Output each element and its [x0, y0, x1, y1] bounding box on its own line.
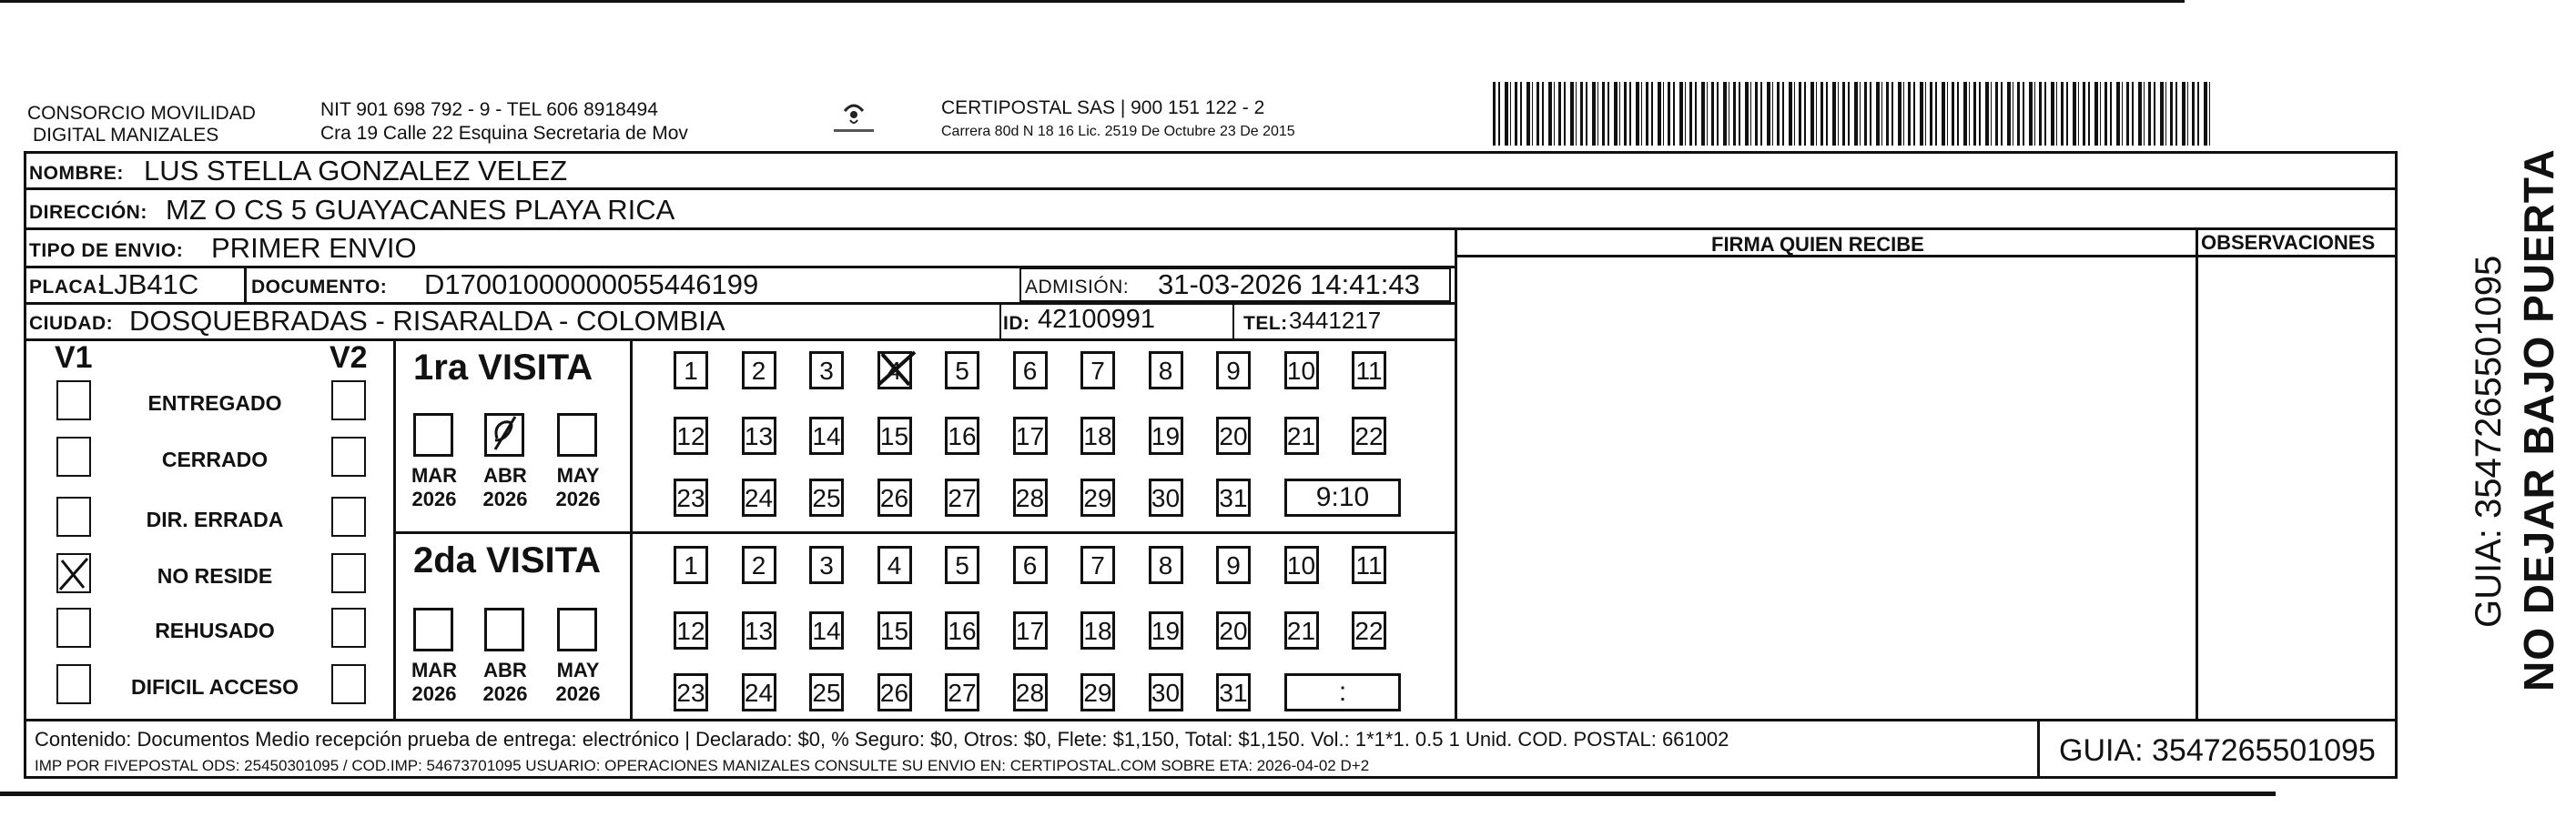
visit2-month-label: ABR: [483, 659, 527, 681]
visit2-day[interactable]: 12: [674, 611, 708, 650]
visit2-title: 2da VISITA: [413, 540, 601, 580]
visit1-month-label: MAR: [411, 464, 458, 487]
top-rule: [0, 0, 2185, 3]
nit-line: NIT 901 698 792 - 9 - TEL 606 8918494: [320, 99, 658, 120]
visit2-day[interactable]: 30: [1149, 673, 1183, 711]
visit1-month-label: ABR: [483, 464, 527, 487]
sig-header-line: [1455, 255, 2398, 257]
admision-value: 31-03-2026 14:41:43: [1158, 268, 1420, 300]
visit2-day[interactable]: 26: [877, 673, 912, 711]
visit1-day[interactable]: 9: [1216, 351, 1251, 389]
visit2-year-label: 2026: [555, 682, 601, 705]
visit1-year-label: 2026: [555, 488, 601, 510]
row-line-1: [24, 187, 2398, 190]
visit2-day[interactable]: 6: [1013, 546, 1048, 584]
status-label: DIR. ERRADA: [146, 508, 284, 531]
visit1-day[interactable]: 13: [742, 417, 776, 455]
direccion-value: MZ O CS 5 GUAYACANES PLAYA RICA: [166, 194, 675, 226]
visit1-day[interactable]: 15: [877, 417, 912, 455]
footer-line: [24, 719, 2398, 721]
status-label: REHUSADO: [155, 619, 275, 642]
visit2-day[interactable]: 16: [945, 611, 979, 650]
side-guia: GUIA: 3547265501095: [2469, 255, 2509, 628]
visit1-day[interactable]: 30: [1149, 479, 1183, 517]
status-label: CERRADO: [161, 448, 269, 471]
visit1-month-checkbox[interactable]: [557, 413, 597, 457]
visit2-month-label: MAR: [411, 659, 458, 681]
consortium-name-line2: DIGITAL MANIZALES: [33, 125, 219, 146]
visit1-day[interactable]: 11: [1352, 351, 1386, 389]
nombre-value: LUS STELLA GONZALEZ VELEZ: [144, 155, 568, 187]
visit1-day[interactable]: 17: [1013, 417, 1048, 455]
visit1-day[interactable]: 6: [1013, 351, 1048, 389]
visit1-month-label: MAY: [556, 464, 600, 487]
v2-label: V2: [330, 340, 368, 375]
visit1-day[interactable]: 3: [809, 351, 844, 389]
tipo-envio-label: TIPO DE ENVIO:: [29, 240, 184, 261]
placa-divider: [244, 266, 247, 302]
placa-label: PLACA:: [29, 277, 105, 298]
certipostal-line2: Carrera 80d N 18 16 Lic. 2519 De Octubre 23 De 2015: [941, 124, 1295, 139]
visit2-day[interactable]: 25: [809, 673, 844, 711]
visit2-month-checkbox[interactable]: [413, 608, 453, 651]
visit1-day[interactable]: 8: [1149, 351, 1183, 389]
visit1-day[interactable]: 26: [877, 479, 912, 517]
certipostal-line1: CERTIPOSTAL SAS | 900 151 122 - 2: [941, 97, 1265, 118]
visit2-day[interactable]: 28: [1013, 673, 1048, 711]
visit2-day[interactable]: 15: [877, 611, 912, 650]
visit-divider: [393, 531, 1455, 534]
visit2-day[interactable]: 3: [809, 546, 844, 584]
v1-checkbox[interactable]: [56, 497, 91, 537]
visit1-day[interactable]: 18: [1080, 417, 1115, 455]
bottom-rule: [0, 792, 2276, 796]
observaciones-label: OBSERVACIONES: [2201, 231, 2376, 254]
footer-guia: GUIA: 3547265501095: [2059, 733, 2376, 768]
firma-label: FIRMA QUIEN RECIBE: [1711, 233, 1924, 256]
visit2-day[interactable]: 10: [1284, 546, 1319, 584]
footer-imp-line: IMP POR FIVEPOSTAL ODS: 25450301095 / COD.IMP: 54673701095 USUARIO: OPERACIONES MANIZALES CONSULTE SU ENVIO EN: CERTIPOSTAL.COM SOBRE ETA: 2026-04-02 D+2: [35, 757, 1370, 774]
visit2-day[interactable]: 31: [1216, 673, 1251, 711]
visit2-day[interactable]: 20: [1216, 611, 1251, 650]
visit1-day[interactable]: 28: [1013, 479, 1048, 517]
visit1-year-label: 2026: [482, 488, 528, 510]
visit1-day[interactable]: 12: [674, 417, 708, 455]
v1-checkbox[interactable]: [56, 553, 91, 593]
observations-left-border: [2196, 227, 2198, 719]
documento-value: D17001000000055446199: [424, 268, 759, 300]
signature-left-border: [1455, 227, 1457, 719]
tipo-envio-value: PRIMER ENVIO: [211, 232, 417, 264]
visit2-day[interactable]: 5: [945, 546, 979, 584]
visit1-day[interactable]: 14: [809, 417, 844, 455]
barcode: [1493, 82, 2212, 146]
month-right-border: [630, 338, 633, 719]
visit2-day[interactable]: 18: [1080, 611, 1115, 650]
visit2-year-label: 2026: [482, 682, 528, 705]
visit1-year-label: 2026: [411, 488, 457, 510]
visit1-day[interactable]: 27: [945, 479, 979, 517]
visit1-month-checkbox[interactable]: [484, 413, 524, 457]
visit1-day[interactable]: 20: [1216, 417, 1251, 455]
status-label: ENTREGADO: [147, 391, 282, 415]
ciudad-value: DOSQUEBRADAS - RISARALDA - COLOMBIA: [129, 305, 725, 337]
admision-label: ADMISIÓN:: [1025, 277, 1130, 298]
visit1-day[interactable]: 23: [674, 479, 708, 517]
visit2-month-checkbox[interactable]: [484, 608, 524, 651]
visit2-day[interactable]: 2: [742, 546, 776, 584]
visit2-day[interactable]: 21: [1284, 611, 1319, 650]
visit1-day[interactable]: 25: [809, 479, 844, 517]
visit2-day[interactable]: 1: [674, 546, 708, 584]
v2-checkbox[interactable]: [331, 497, 366, 537]
v1-checkbox[interactable]: [56, 380, 91, 420]
visit2-month-label: MAY: [556, 659, 600, 681]
visit1-time-box[interactable]: 9:10: [1284, 479, 1401, 517]
visit2-day[interactable]: 23: [674, 673, 708, 711]
visit1-month-checkbox[interactable]: [413, 413, 453, 457]
visit1-day[interactable]: 10: [1284, 351, 1319, 389]
visit1-day[interactable]: 21: [1284, 417, 1319, 455]
v1-checkbox[interactable]: [56, 437, 91, 477]
status-label: NO RESIDE: [157, 564, 273, 588]
side-warning: NO DEJAR BAJO PUERTA: [2515, 148, 2562, 691]
visit2-day[interactable]: 14: [809, 611, 844, 650]
placa-value: LJB41C: [98, 268, 199, 300]
visit2-day[interactable]: 24: [742, 673, 776, 711]
visit1-day[interactable]: 16: [945, 417, 979, 455]
visit2-day[interactable]: 7: [1080, 546, 1115, 584]
row-line-2: [24, 227, 2398, 230]
visit1-day[interactable]: 19: [1149, 417, 1183, 455]
address-line: Cra 19 Calle 22 Esquina Secretaria de Mov: [320, 123, 688, 144]
visit1-title: 1ra VISITA: [413, 348, 593, 388]
visit1-day[interactable]: 2: [742, 351, 776, 389]
v2-checkbox[interactable]: [331, 437, 366, 477]
tel-label: TEL:: [1243, 313, 1288, 334]
id-value: 42100991: [1038, 305, 1156, 334]
visit2-day[interactable]: 4: [877, 546, 912, 584]
v2-checkbox[interactable]: [331, 380, 366, 420]
visit2-day[interactable]: 13: [742, 611, 776, 650]
visit2-day[interactable]: 11: [1352, 546, 1386, 584]
v1-checkbox[interactable]: [56, 608, 91, 648]
visit1-day[interactable]: 4: [877, 351, 912, 389]
visit1-day[interactable]: 24: [742, 479, 776, 517]
footer-guia-border: [2037, 719, 2040, 779]
visit2-day[interactable]: 17: [1013, 611, 1048, 650]
visit1-day[interactable]: 31: [1216, 479, 1251, 517]
visit2-day[interactable]: 29: [1080, 673, 1115, 711]
visit2-day[interactable]: 9: [1216, 546, 1251, 584]
v2-checkbox[interactable]: [331, 608, 366, 648]
visit1-day[interactable]: 22: [1352, 417, 1386, 455]
v1-label: V1: [55, 340, 93, 375]
documento-label: DOCUMENTO:: [251, 277, 388, 298]
visit2-day[interactable]: 19: [1149, 611, 1183, 650]
v2-checkbox[interactable]: [331, 664, 366, 704]
visit2-day[interactable]: 27: [945, 673, 979, 711]
visit1-day[interactable]: 29: [1080, 479, 1115, 517]
status-right-border: [393, 338, 396, 719]
v2-checkbox[interactable]: [331, 553, 366, 593]
consortium-name-line1: CONSORCIO MOVILIDAD: [27, 103, 256, 124]
nombre-label: NOMBRE:: [29, 163, 124, 184]
visit2-time-box[interactable]: :: [1284, 673, 1401, 711]
visit2-day[interactable]: 22: [1352, 611, 1386, 650]
status-label: DIFICIL ACCESO: [130, 675, 299, 699]
visit2-day[interactable]: 8: [1149, 546, 1183, 584]
direccion-label: DIRECCIÓN:: [29, 202, 147, 223]
visit1-day[interactable]: 7: [1080, 351, 1115, 389]
v1-checkbox[interactable]: [56, 664, 91, 704]
visit1-day[interactable]: 5: [945, 351, 979, 389]
tel-value: 3441217: [1289, 307, 1382, 334]
certipostal-logo: [828, 98, 879, 136]
visit2-month-checkbox[interactable]: [557, 608, 597, 651]
id-label: ID:: [1003, 313, 1030, 334]
row-line-5: [24, 338, 1455, 341]
footer-contenido: Contenido: Documentos Medio recepción prueba de entrega: electrónico | Declarado: $0, % Seguro: $0, Otros: $0, Flete: $1,150, Total: $1,150. Vol.: 1*1*1. 0.5 1 Unid. COD. POSTAL: 661002: [35, 728, 1729, 751]
visit1-day[interactable]: 1: [674, 351, 708, 389]
visit2-year-label: 2026: [411, 682, 457, 705]
ciudad-label: CIUDAD:: [29, 313, 114, 334]
